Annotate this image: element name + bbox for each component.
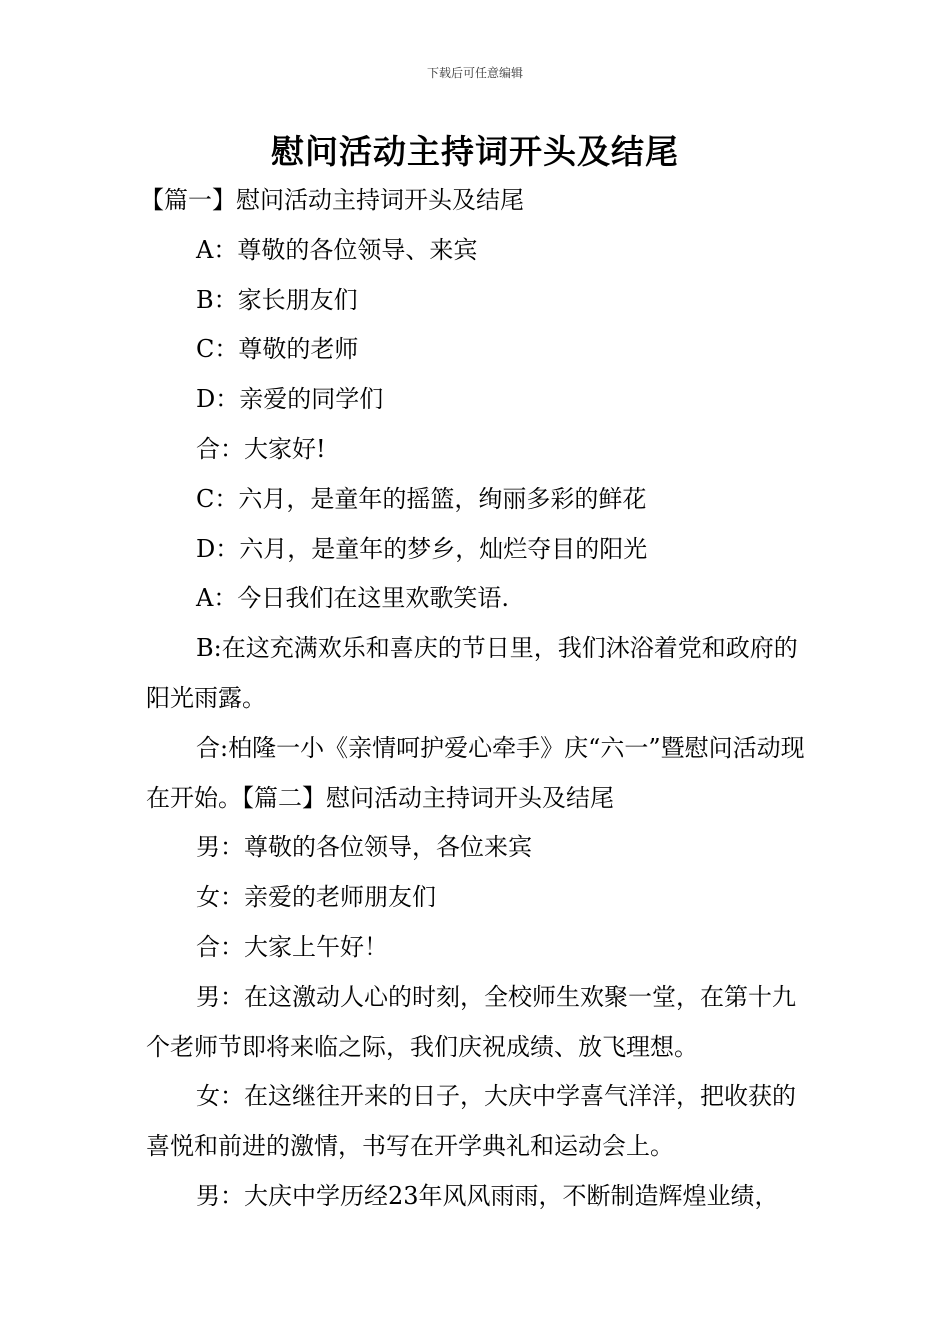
paragraph: C：六月，是童年的摇篮，绚丽多彩的鲜花 [196,484,647,513]
paragraph: 男：大庆中学历经23年风风雨雨，不断制造辉煌业绩， [196,1181,779,1210]
paragraph: 合:柏隆一小《亲情呵护爱心牵手》庆“六一”暨慰问活动现在开始。【篇二】慰问活动主持词开头及结尾 [146,733,805,812]
paragraph: A：尊敬的各位领导、来宾 [196,235,478,264]
paragraph: A：今日我们在这里欢歌笑语. [196,584,509,613]
paragraph: 女：在这继往开来的日子，大庆中学喜气洋洋，把收获的喜悦和前进的激情，书写在开学典礼和运动会上。 [146,1082,796,1161]
paragraph: C：尊敬的老师 [196,335,359,364]
paragraph: D：亲爱的同学们 [196,385,384,414]
page-header-note: 下载后可任意编辑 [426,66,523,80]
paragraph: 【篇一】慰问活动主持词开头及结尾 [140,186,524,214]
paragraph: 男：在这激动人心的时刻，全校师生欢聚一堂，在第十九个老师节即将来临之际，我们庆祝成绩、放飞理想。 [146,982,796,1061]
document-title: 慰问活动主持词开头及结尾 [271,132,679,171]
paragraph: D：六月，是童年的梦乡，灿烂夺目的阳光 [196,534,648,563]
paragraph: B:在这充满欢乐和喜庆的节日里，我们沐浴着党和政府的阳光雨露。 [146,634,798,712]
paragraph: 合：大家上午好！ [196,932,388,961]
paragraph: 女：亲爱的老师朋友们 [196,883,436,912]
document-body [140,176,810,1222]
paragraph: 男：尊敬的各位领导，各位来宾 [196,833,532,862]
paragraph: 合：大家好! [196,434,326,463]
paragraph: B：家长朋友们 [196,285,358,314]
